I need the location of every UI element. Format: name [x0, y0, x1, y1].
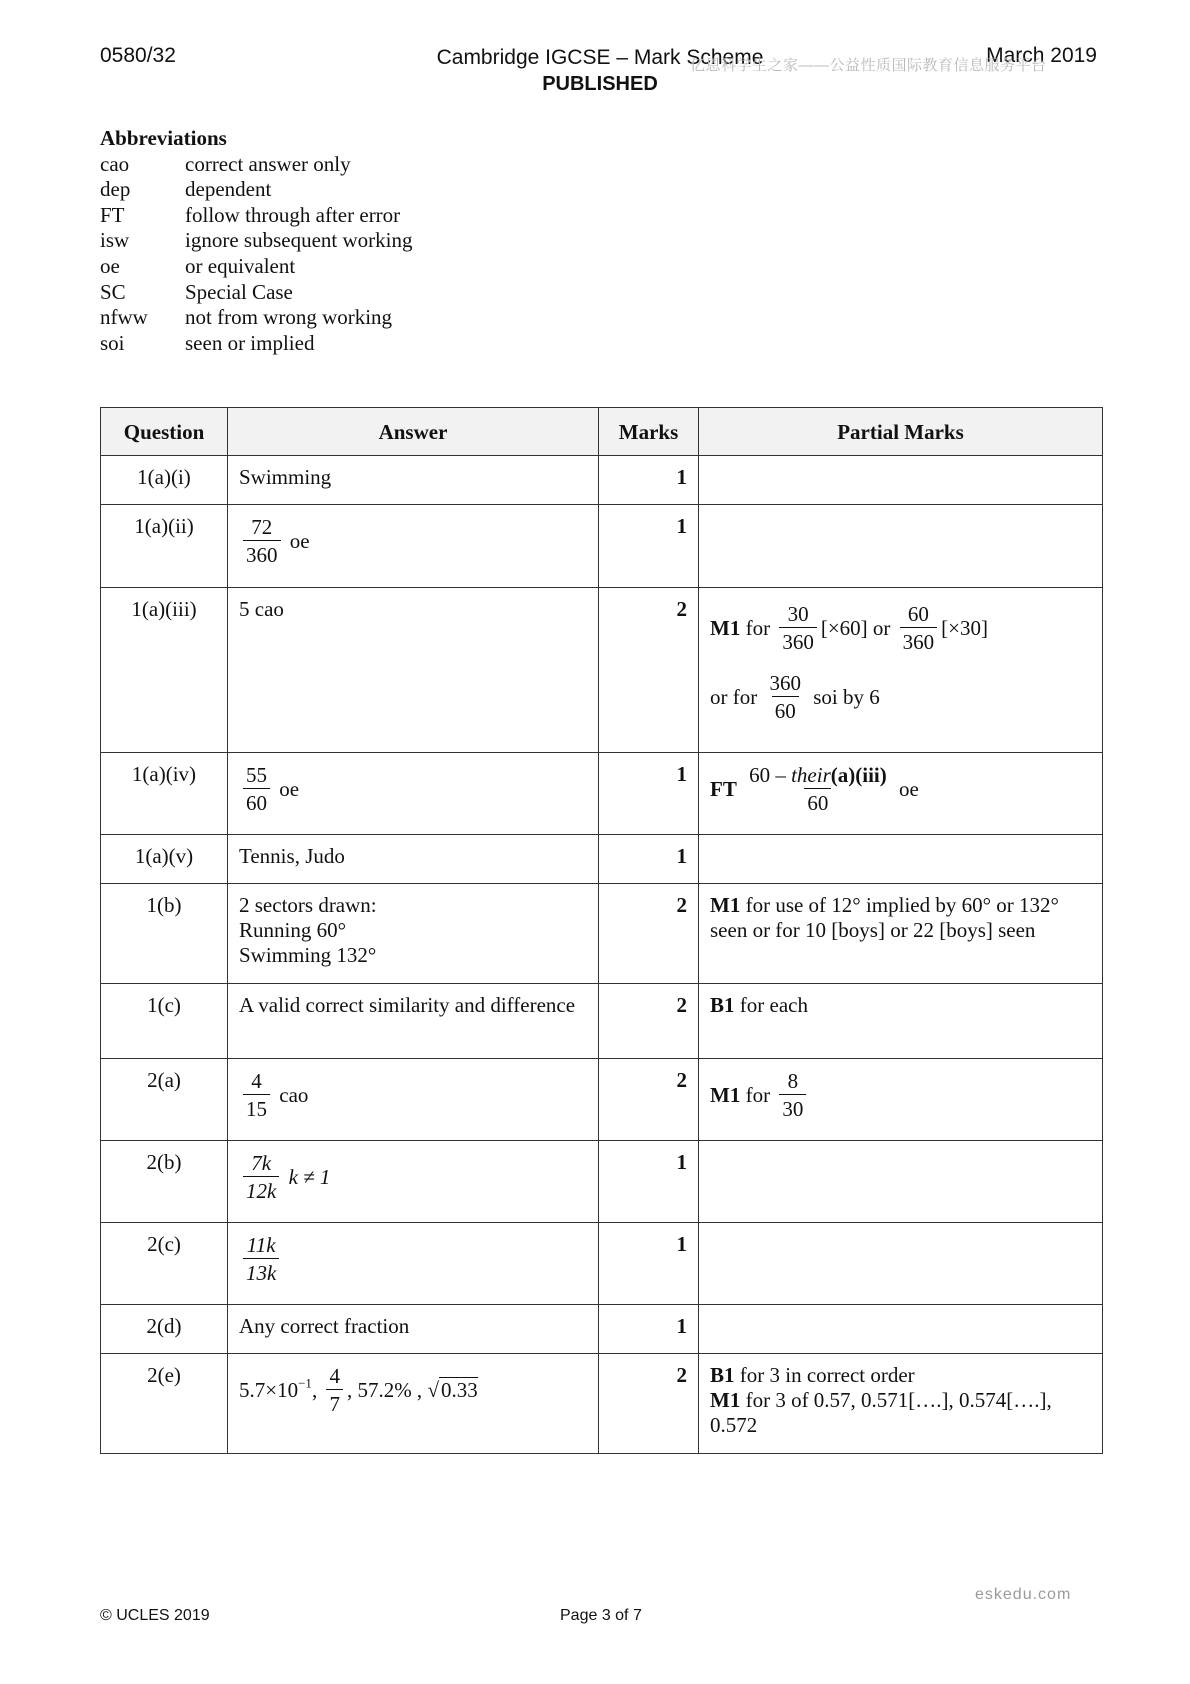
answer-cell	[228, 1141, 599, 1223]
numerator	[746, 762, 890, 788]
table-row	[101, 456, 1103, 505]
marks-cell: 2	[599, 984, 699, 1059]
abbreviation-meaning: Special Case	[185, 279, 293, 304]
abbreviation-row	[100, 280, 412, 306]
fraction	[746, 762, 890, 817]
copyright: © UCLES 2019	[100, 1607, 210, 1624]
column-header-question: Question	[101, 408, 228, 456]
marks-cell: 1	[599, 835, 699, 884]
sqrt-icon: √	[427, 1378, 439, 1402]
denominator: 360	[779, 627, 817, 656]
fraction	[766, 670, 804, 725]
marks-cell: 1	[599, 1305, 699, 1354]
denominator: 15	[243, 1094, 270, 1123]
partial-marks-cell	[699, 588, 1103, 753]
answer-cell: 5 cao	[228, 588, 599, 753]
abbreviation: FT	[100, 202, 125, 227]
marks-cell: 2	[599, 1354, 699, 1454]
abbreviation-meaning: not from wrong working	[185, 305, 393, 330]
abbreviation: dep	[100, 177, 131, 202]
answer-fraction	[243, 1068, 270, 1123]
partial-marks-cell	[699, 1223, 1103, 1305]
numerator-part: 60 –	[749, 763, 786, 787]
partial-marks-cell	[699, 1141, 1103, 1223]
answer-fraction	[243, 514, 281, 569]
marks-cell: 1	[599, 505, 699, 588]
paper-code: 0580/32	[100, 44, 176, 67]
table-row	[101, 1223, 1103, 1305]
abbreviations-title: Abbreviations	[100, 126, 227, 150]
answer-part: , 57.2% ,	[346, 1378, 423, 1402]
radicand: 0.33	[440, 1378, 478, 1402]
partial-text: for	[745, 1083, 771, 1107]
table-row	[101, 835, 1103, 884]
answer-cell	[228, 1059, 599, 1141]
abbreviation-row	[100, 203, 412, 229]
denominator: 30	[779, 1094, 806, 1123]
answer-cell: A valid correct similarity and difference	[228, 984, 599, 1059]
marks-cell: 1	[599, 1223, 699, 1305]
multiplier: [×30]	[941, 616, 989, 640]
answer-cell	[228, 753, 599, 835]
abbreviation-row	[100, 228, 412, 254]
answer-fraction	[326, 1363, 343, 1418]
denominator: 13k	[243, 1258, 279, 1287]
partial-marks-cell	[699, 1059, 1103, 1141]
mark-label: M1	[710, 1388, 741, 1412]
answer-fraction	[243, 1232, 279, 1287]
marks-cell: 1	[599, 753, 699, 835]
abbreviation: soi	[100, 330, 125, 355]
question-cell: 1(a)(ii)	[101, 505, 228, 588]
question-cell: 2(b)	[101, 1141, 228, 1223]
abbreviation-row	[100, 305, 412, 331]
question-cell: 2(a)	[101, 1059, 228, 1141]
answer-cell	[228, 505, 599, 588]
table-row	[101, 1141, 1103, 1223]
answer-suffix: oe	[289, 529, 310, 553]
header-title: Cambridge IGCSE – Mark Scheme	[436, 46, 764, 69]
multiplier: [×60]	[820, 616, 868, 640]
denominator: 60	[772, 696, 799, 725]
partial-marks-cell	[699, 1305, 1103, 1354]
answer-line: Swimming 132°	[239, 943, 377, 967]
question-cell: 2(d)	[101, 1305, 228, 1354]
marks-cell: 2	[599, 884, 699, 984]
abbreviation-row	[100, 177, 412, 203]
partial-marks-cell	[699, 884, 1103, 984]
partial-text: for 3 of 0.57, 0.571[….], 0.574[….], 0.572	[710, 1388, 1052, 1437]
partial-text: oe	[899, 777, 919, 801]
numerator-part: their	[791, 763, 831, 787]
denominator: 12k	[243, 1176, 279, 1205]
abbreviation-meaning: ignore subsequent working	[185, 228, 413, 253]
table-row	[101, 884, 1103, 984]
watermark: 亿恩科学生之家——公益性质国际教育信息服务平台	[690, 57, 1047, 74]
table-row	[101, 984, 1103, 1059]
table-row	[101, 505, 1103, 588]
question-cell: 1(a)(iv)	[101, 753, 228, 835]
abbreviation-meaning: or equivalent	[185, 253, 296, 278]
numerator: 8	[787, 1069, 799, 1093]
marks-cell: 2	[599, 1059, 699, 1141]
fraction	[779, 1068, 806, 1123]
denominator: 360	[243, 540, 281, 569]
abbreviation: SC	[100, 279, 126, 304]
partial-text: soi by 6	[813, 685, 880, 709]
abbreviation-meaning: correct answer only	[185, 151, 351, 176]
denominator: 360	[900, 627, 938, 656]
mark-label: M1	[710, 616, 741, 640]
table-row	[101, 588, 1103, 753]
marks-cell: 1	[599, 456, 699, 505]
answer-line: 2 sectors drawn:	[239, 893, 377, 917]
answer-line: Running 60°	[239, 918, 346, 942]
abbreviation: cao	[100, 151, 130, 176]
answer-fraction	[243, 1150, 279, 1205]
partial-text: for 3 in correct order	[739, 1363, 915, 1387]
abbreviation-row	[100, 152, 412, 178]
marks-cell: 1	[599, 1141, 699, 1223]
abbreviation-meaning: seen or implied	[185, 330, 315, 355]
table-row	[101, 1305, 1103, 1354]
table-row	[101, 1354, 1103, 1454]
exam-date: March 2019	[986, 44, 1097, 67]
mark-label: B1	[710, 1363, 735, 1387]
abbreviation: nfww	[100, 305, 148, 330]
abbreviation-row	[100, 331, 412, 357]
table-row	[101, 753, 1103, 835]
denominator: 60	[243, 788, 270, 817]
answer-fraction	[243, 762, 270, 817]
fraction	[779, 601, 817, 656]
column-header-answer: Answer	[228, 408, 599, 456]
partial-text: for	[745, 616, 771, 640]
abbreviation-meaning: follow through after error	[185, 202, 401, 227]
partial-text: or for	[710, 685, 758, 709]
partial-text: for use of 12° implied by 60° or 132° seen or for 10 [boys] or 22 [boys] seen	[710, 893, 1059, 942]
question-cell: 1(a)(i)	[101, 456, 228, 505]
numerator: 11k	[246, 1233, 276, 1257]
question-cell: 1(a)(iii)	[101, 588, 228, 753]
table-row	[101, 1059, 1103, 1141]
answer-suffix: cao	[279, 1083, 309, 1107]
page-number: Page 3 of 7	[560, 1607, 642, 1624]
abbreviation: oe	[100, 253, 120, 278]
numerator: 30	[787, 602, 809, 626]
mark-label: B1	[710, 993, 735, 1017]
answer-cell	[228, 884, 599, 984]
abbreviation-meaning: dependent	[185, 177, 272, 202]
question-cell: 1(c)	[101, 984, 228, 1059]
answer-part: ,	[311, 1378, 318, 1402]
numerator: 55	[246, 763, 267, 787]
partial-text: or	[872, 616, 891, 640]
denominator: 60	[804, 788, 831, 817]
answer-suffix: oe	[279, 777, 300, 801]
mark-label: FT	[710, 777, 737, 801]
partial-text: for each	[739, 993, 808, 1017]
numerator: 60	[907, 602, 929, 626]
partial-marks-cell	[699, 835, 1103, 884]
partial-marks-cell	[699, 1354, 1103, 1454]
question-cell: 2(c)	[101, 1223, 228, 1305]
answer-cell: Any correct fraction	[228, 1305, 599, 1354]
answer-cell	[228, 1223, 599, 1305]
mark-label: M1	[710, 893, 741, 917]
answer-suffix: k ≠ 1	[288, 1165, 331, 1189]
mark-label: M1	[710, 1083, 741, 1107]
numerator: 72	[251, 515, 273, 539]
partial-marks-cell	[699, 456, 1103, 505]
status-label: PUBLISHED	[542, 73, 658, 95]
table-header-row	[101, 408, 1103, 456]
answer-cell	[228, 1354, 599, 1454]
answer-part: 5.7×10	[239, 1378, 299, 1402]
abbreviation: isw	[100, 228, 130, 253]
mark-scheme-table	[100, 407, 1103, 1454]
numerator: 7k	[251, 1151, 272, 1175]
column-header-partial-marks: Partial Marks	[699, 408, 1103, 456]
numerator: 4	[329, 1364, 340, 1388]
partial-marks-cell	[699, 505, 1103, 588]
denominator: 7	[326, 1389, 343, 1418]
answer-cell: Tennis, Judo	[228, 835, 599, 884]
numerator: 4	[251, 1069, 262, 1093]
column-header-marks: Marks	[599, 408, 699, 456]
abbreviation-row	[100, 254, 412, 280]
numerator: 360	[769, 671, 801, 695]
partial-marks-cell	[699, 753, 1103, 835]
answer-cell: Swimming	[228, 456, 599, 505]
question-cell: 1(b)	[101, 884, 228, 984]
marks-cell: 2	[599, 588, 699, 753]
site-watermark: eskedu.com	[975, 1586, 1072, 1603]
numerator-part: (a)(iii)	[830, 763, 887, 787]
abbreviations-section	[100, 126, 412, 356]
fraction	[900, 601, 938, 656]
question-cell: 1(a)(v)	[101, 835, 228, 884]
question-cell: 2(e)	[101, 1354, 228, 1454]
partial-marks-cell	[699, 984, 1103, 1059]
exponent: −1	[298, 1375, 312, 1391]
